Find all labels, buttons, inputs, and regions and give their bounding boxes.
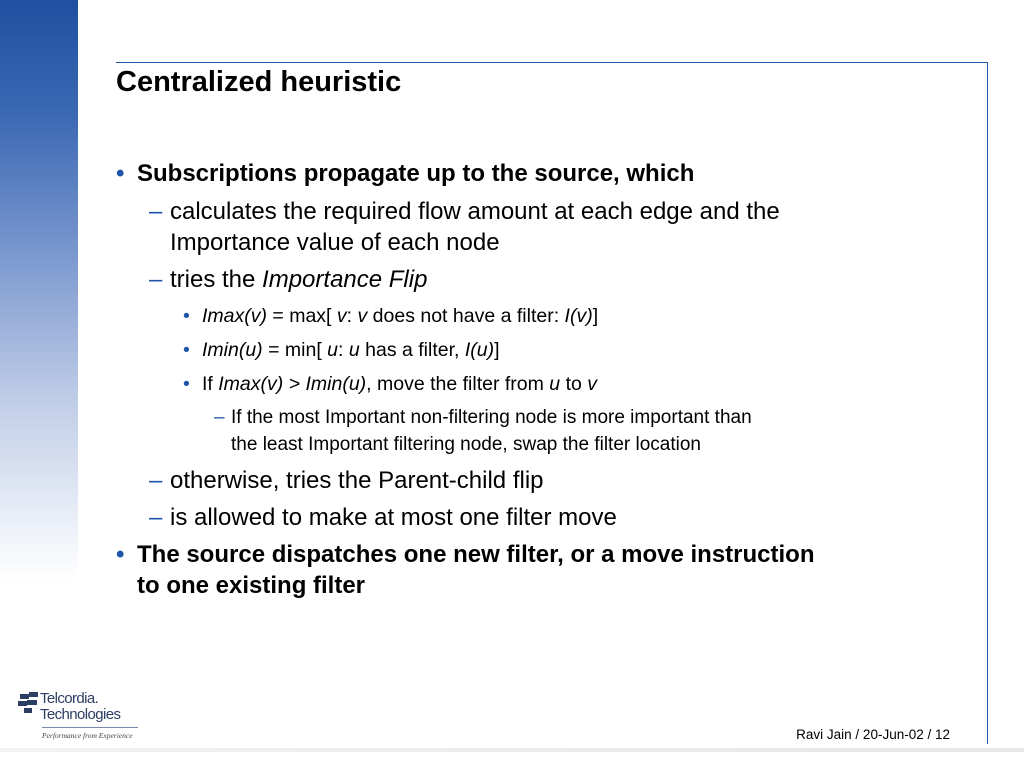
subbullet-calculates-line1: calculates the required flow amount at each edge and the [170,198,780,225]
dash-icon: – [149,467,163,494]
importance-flip-term: Importance Flip [262,266,428,293]
dash-icon: – [214,407,225,428]
logo-text-telcordia: Telcordia. [40,690,99,707]
swap-explanation-line2: the least Important filtering node, swap the filter location [231,434,701,455]
bullet-icon: • [183,339,190,361]
dash-icon: – [149,198,163,225]
dash-icon: – [149,266,163,293]
move-text-3: to [560,373,588,395]
bullet-icon: • [183,373,190,395]
imax-definition [202,304,598,328]
subbullet-parent-child: otherwise, tries the Parent-child flip [170,467,544,494]
imin-definition [202,338,500,362]
bullet-dispatch-line2: to one existing filter [137,572,366,599]
imax-text-3: does not have a filter: [367,305,565,327]
imax-var-3: I(v) [564,305,593,327]
imin-text-1: = min[ [262,339,328,361]
imin-text-2: : [338,339,349,361]
move-var-v: v [587,373,598,395]
move-text-1: If [202,373,219,395]
imin-text-4: ] [494,339,500,361]
subbullet-tries-flip [170,265,427,295]
bottom-divider [0,748,1024,752]
slide-footer: Ravi Jain / 20-Jun-02 / 12 [796,727,950,742]
imin-var-2: u [348,339,360,361]
imax-term: Imax(v) [202,305,267,327]
bullet-dispatch-line1: The source dispatches one new filter, or a move instruction [137,541,815,568]
bullet-icon: • [116,541,125,568]
slide-title: Centralized heuristic [116,66,402,98]
subbullet-one-move: is allowed to make at most one filter move [170,504,617,531]
logo-tagline: Performance from Experience [42,731,133,740]
bullet-subscriptions: Subscriptions propagate up to the source, which [137,160,695,187]
imin-term: Imin(u) [202,339,263,361]
dash-icon: – [149,504,163,531]
imax-text-2: : [346,305,358,327]
imax-text-1: = max[ [267,305,337,327]
imax-var-1: v [336,305,347,327]
telcordia-logo [18,690,138,746]
imax-var-2: v [357,305,368,327]
swap-explanation-line1: If the most Important non-filtering node is more important than [231,407,752,428]
subbullet-calculates-line2: Importance value of each node [170,229,500,256]
imax-text-4: ] [592,305,599,327]
logo-rule [42,727,138,728]
move-text-2: , move the filter from [366,373,550,395]
frame-top-rule [116,62,988,63]
imin-var-1: u [327,339,339,361]
move-condition: Imax(v) > Imin(u) [218,373,367,395]
bullet-icon: • [116,160,125,187]
side-gradient-bar [0,0,78,580]
move-rule [202,372,597,396]
telcordia-mark-icon [18,692,40,716]
bullet-icon: • [183,305,190,327]
imin-var-3: I(u) [464,339,495,361]
move-var-u: u [549,373,561,395]
tries-text: tries the [170,266,263,293]
logo-text-technologies: Technologies [40,706,121,723]
frame-right-rule [987,62,988,744]
imin-text-3: has a filter, [359,339,465,361]
